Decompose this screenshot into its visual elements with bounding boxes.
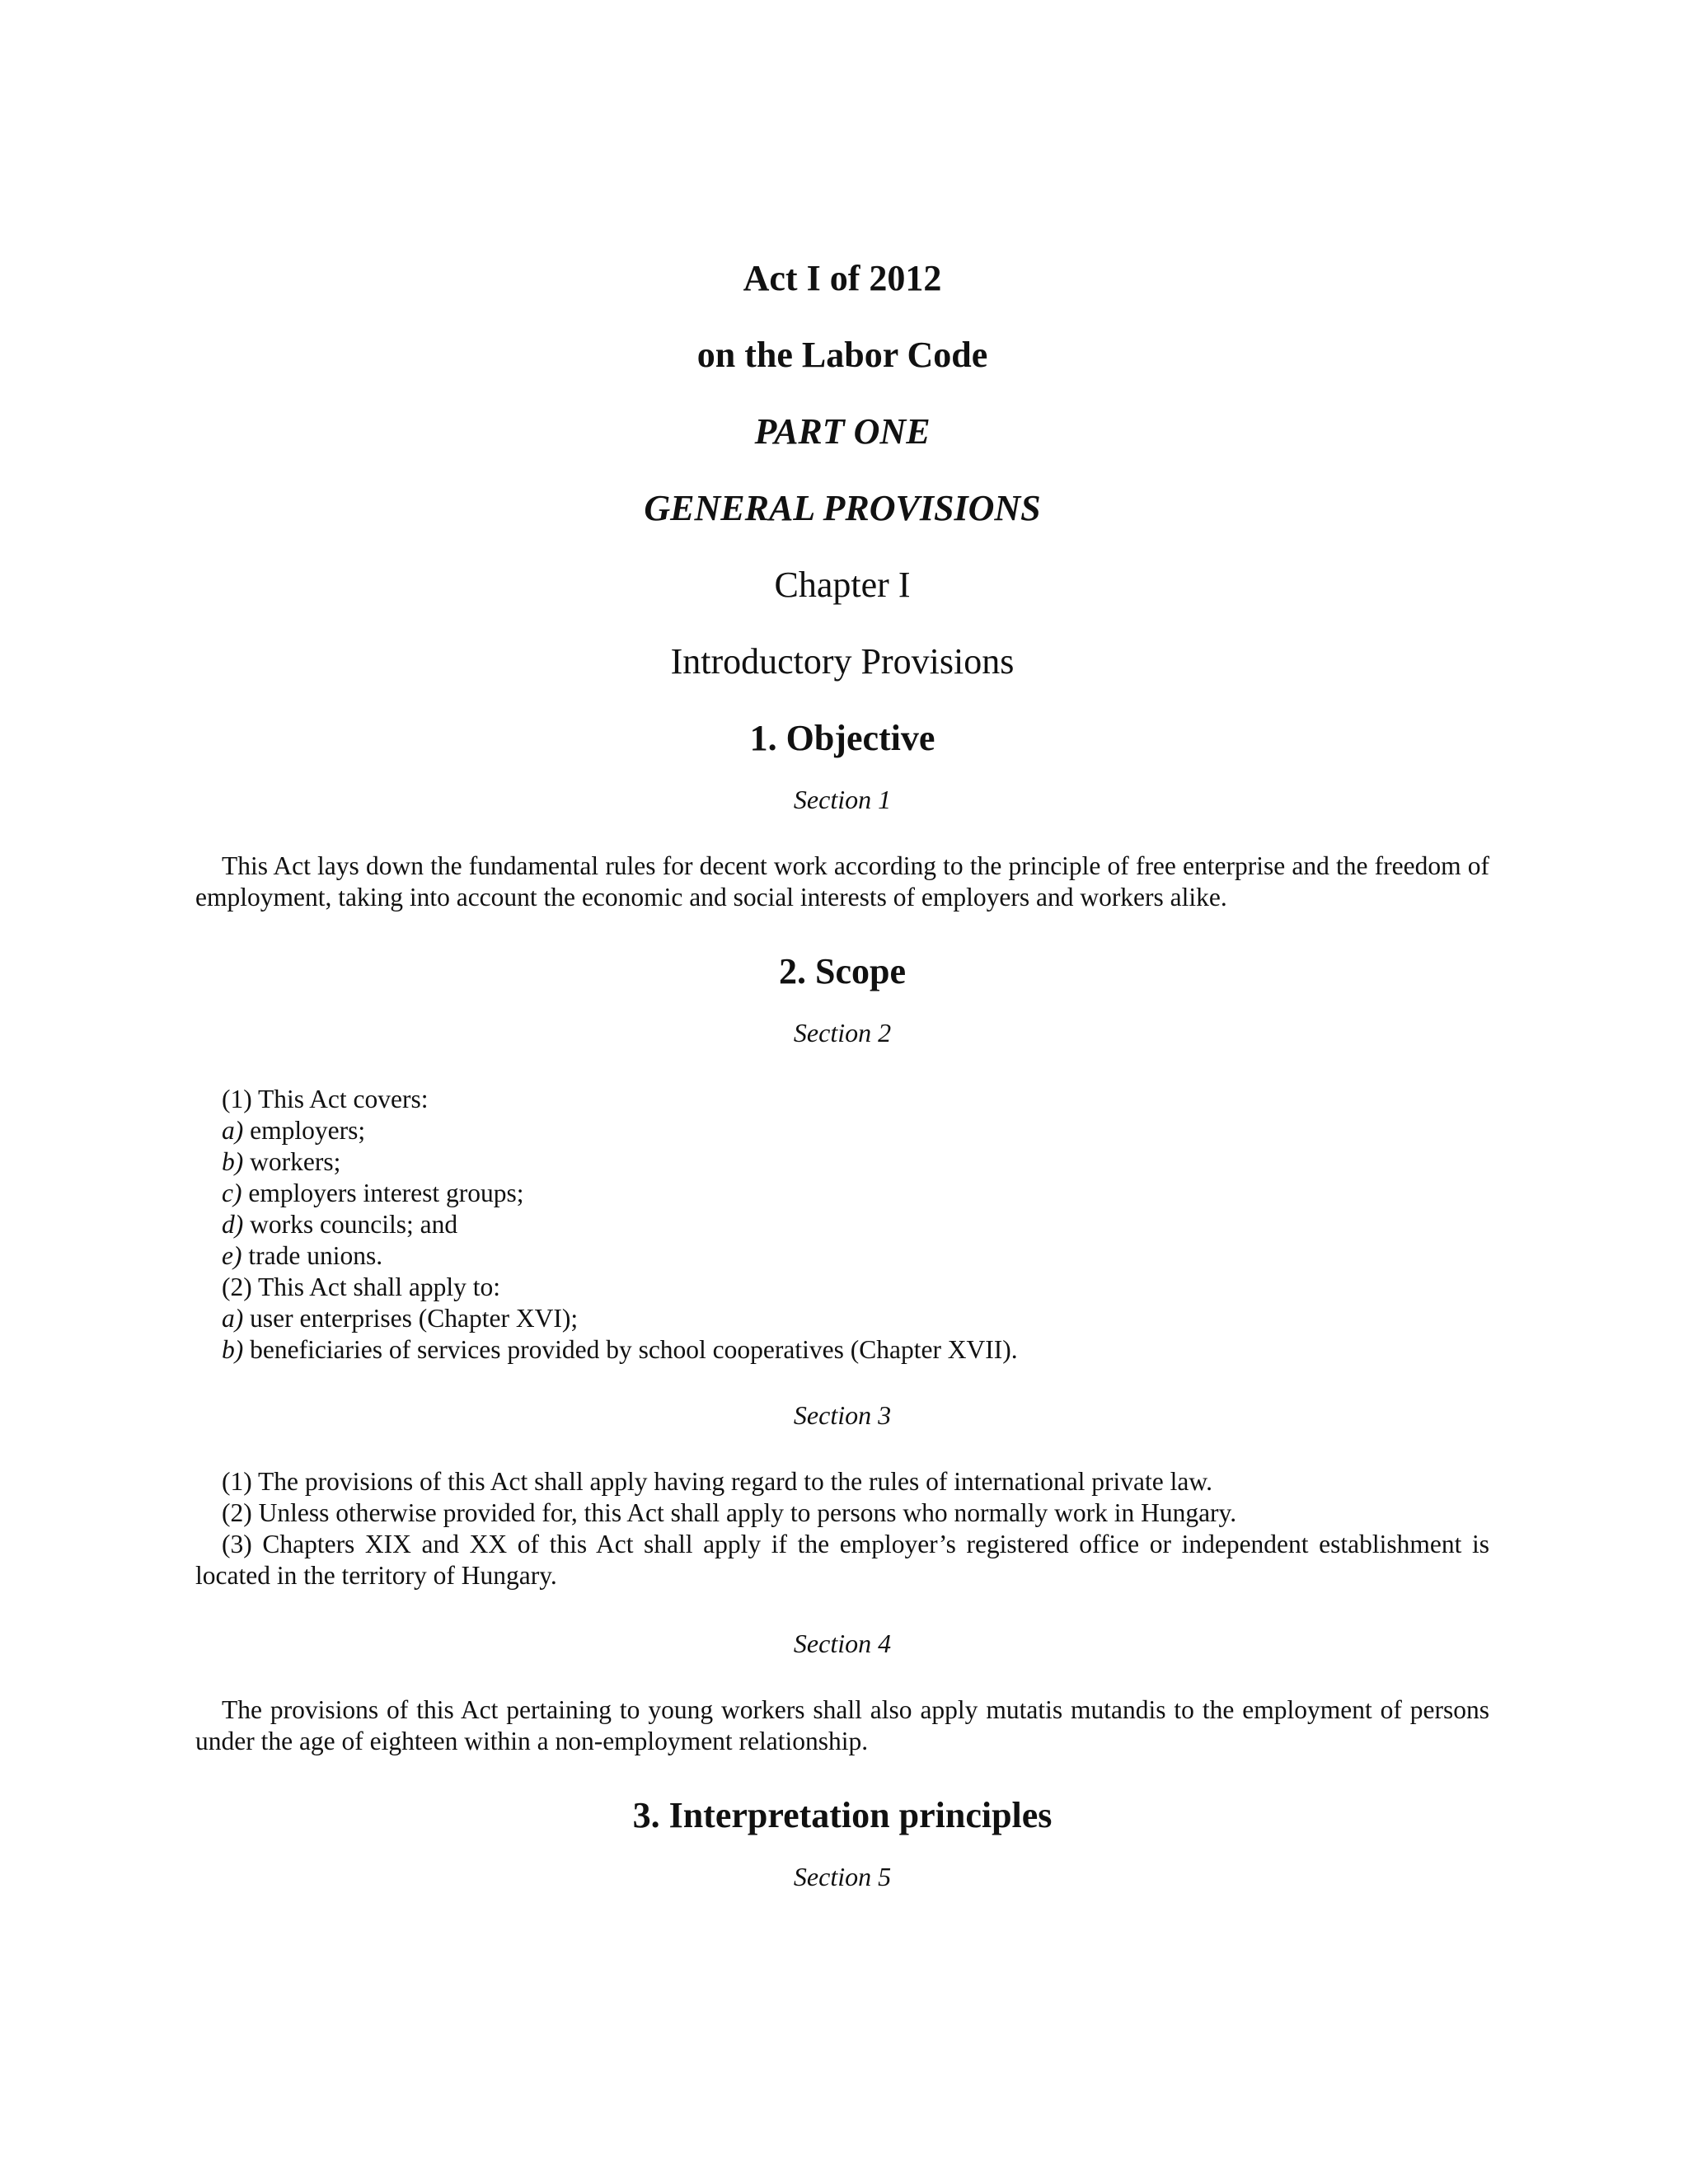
section-2-list (195, 1084, 1489, 1366)
list-letter: a) (222, 1304, 244, 1333)
list-text: user enterprises (Chapter XVI); (243, 1304, 579, 1333)
list-text: trade unions. (241, 1241, 383, 1270)
list-text: employers interest groups; (241, 1179, 524, 1207)
list-text: (2) This Act shall apply to: (222, 1272, 501, 1301)
section-1-body (195, 851, 1489, 913)
section-3-paragraph-1: (1) The provisions of this Act shall apply having regard to the rules of international private law. (222, 1467, 1212, 1496)
section-1-paragraph: This Act lays down the fundamental rules for decent work according to the principle of free enterprise and the freedom of employment, taking into account the economic and social interests of employers and workers alike. (195, 851, 1489, 912)
chapter-heading: Chapter I (774, 565, 911, 605)
section-4-label: Section 4 (793, 1629, 892, 1658)
part-heading: PART ONE (754, 411, 931, 452)
document-page (195, 255, 1489, 1928)
list-letter: e) (222, 1241, 242, 1270)
section-2-line (195, 1178, 1489, 1209)
list-letter: c) (222, 1179, 242, 1207)
section-2-line (195, 1272, 1489, 1303)
section-3-body (195, 1466, 1489, 1591)
section-2-label: Section 2 (793, 1018, 892, 1047)
section-2-line (195, 1303, 1489, 1334)
section-4-body (195, 1694, 1489, 1757)
list-text: works councils; and (243, 1210, 458, 1239)
section-1-label: Section 1 (793, 785, 892, 814)
list-text: employers; (243, 1116, 366, 1145)
list-text: beneficiaries of services provided by school cooperatives (Chapter XVII). (243, 1335, 1018, 1364)
list-letter: a) (222, 1116, 244, 1145)
section-2-line (195, 1084, 1489, 1115)
list-text: (1) This Act covers: (222, 1085, 429, 1113)
section-5-label: Section 5 (793, 1862, 892, 1891)
section-3-label: Section 3 (793, 1400, 892, 1430)
list-letter: b) (222, 1147, 244, 1176)
interpretation-heading: 3. Interpretation principles (632, 1795, 1053, 1835)
section-2-line (195, 1240, 1489, 1272)
list-letter: b) (222, 1335, 244, 1364)
scope-heading: 2. Scope (779, 951, 906, 991)
section-2-line (195, 1209, 1489, 1240)
objective-heading: 1. Objective (749, 718, 935, 758)
act-subtitle: on the Labor Code (696, 335, 988, 375)
part-title: GENERAL PROVISIONS (644, 488, 1041, 528)
list-text: workers; (243, 1147, 341, 1176)
section-3-paragraph-2: (2) Unless otherwise provided for, this Act shall apply to persons who normally work in Hungary. (222, 1498, 1237, 1527)
section-2-line (195, 1334, 1489, 1366)
list-letter: d) (222, 1210, 244, 1239)
section-2-line (195, 1146, 1489, 1178)
section-3-paragraph-3: (3) Chapters XIX and XX of this Act shall apply if the employer’s registered office or independent establishment is located in the territory of Hungary. (195, 1530, 1489, 1590)
section-4-paragraph: The provisions of this Act pertaining to young workers shall also apply mutatis mutandis to the employment of persons under the age of eighteen within a non-employment relationship. (195, 1695, 1489, 1755)
section-2-line (195, 1115, 1489, 1146)
chapter-title: Introductory Provisions (670, 641, 1015, 682)
act-title: Act I of 2012 (743, 258, 942, 298)
